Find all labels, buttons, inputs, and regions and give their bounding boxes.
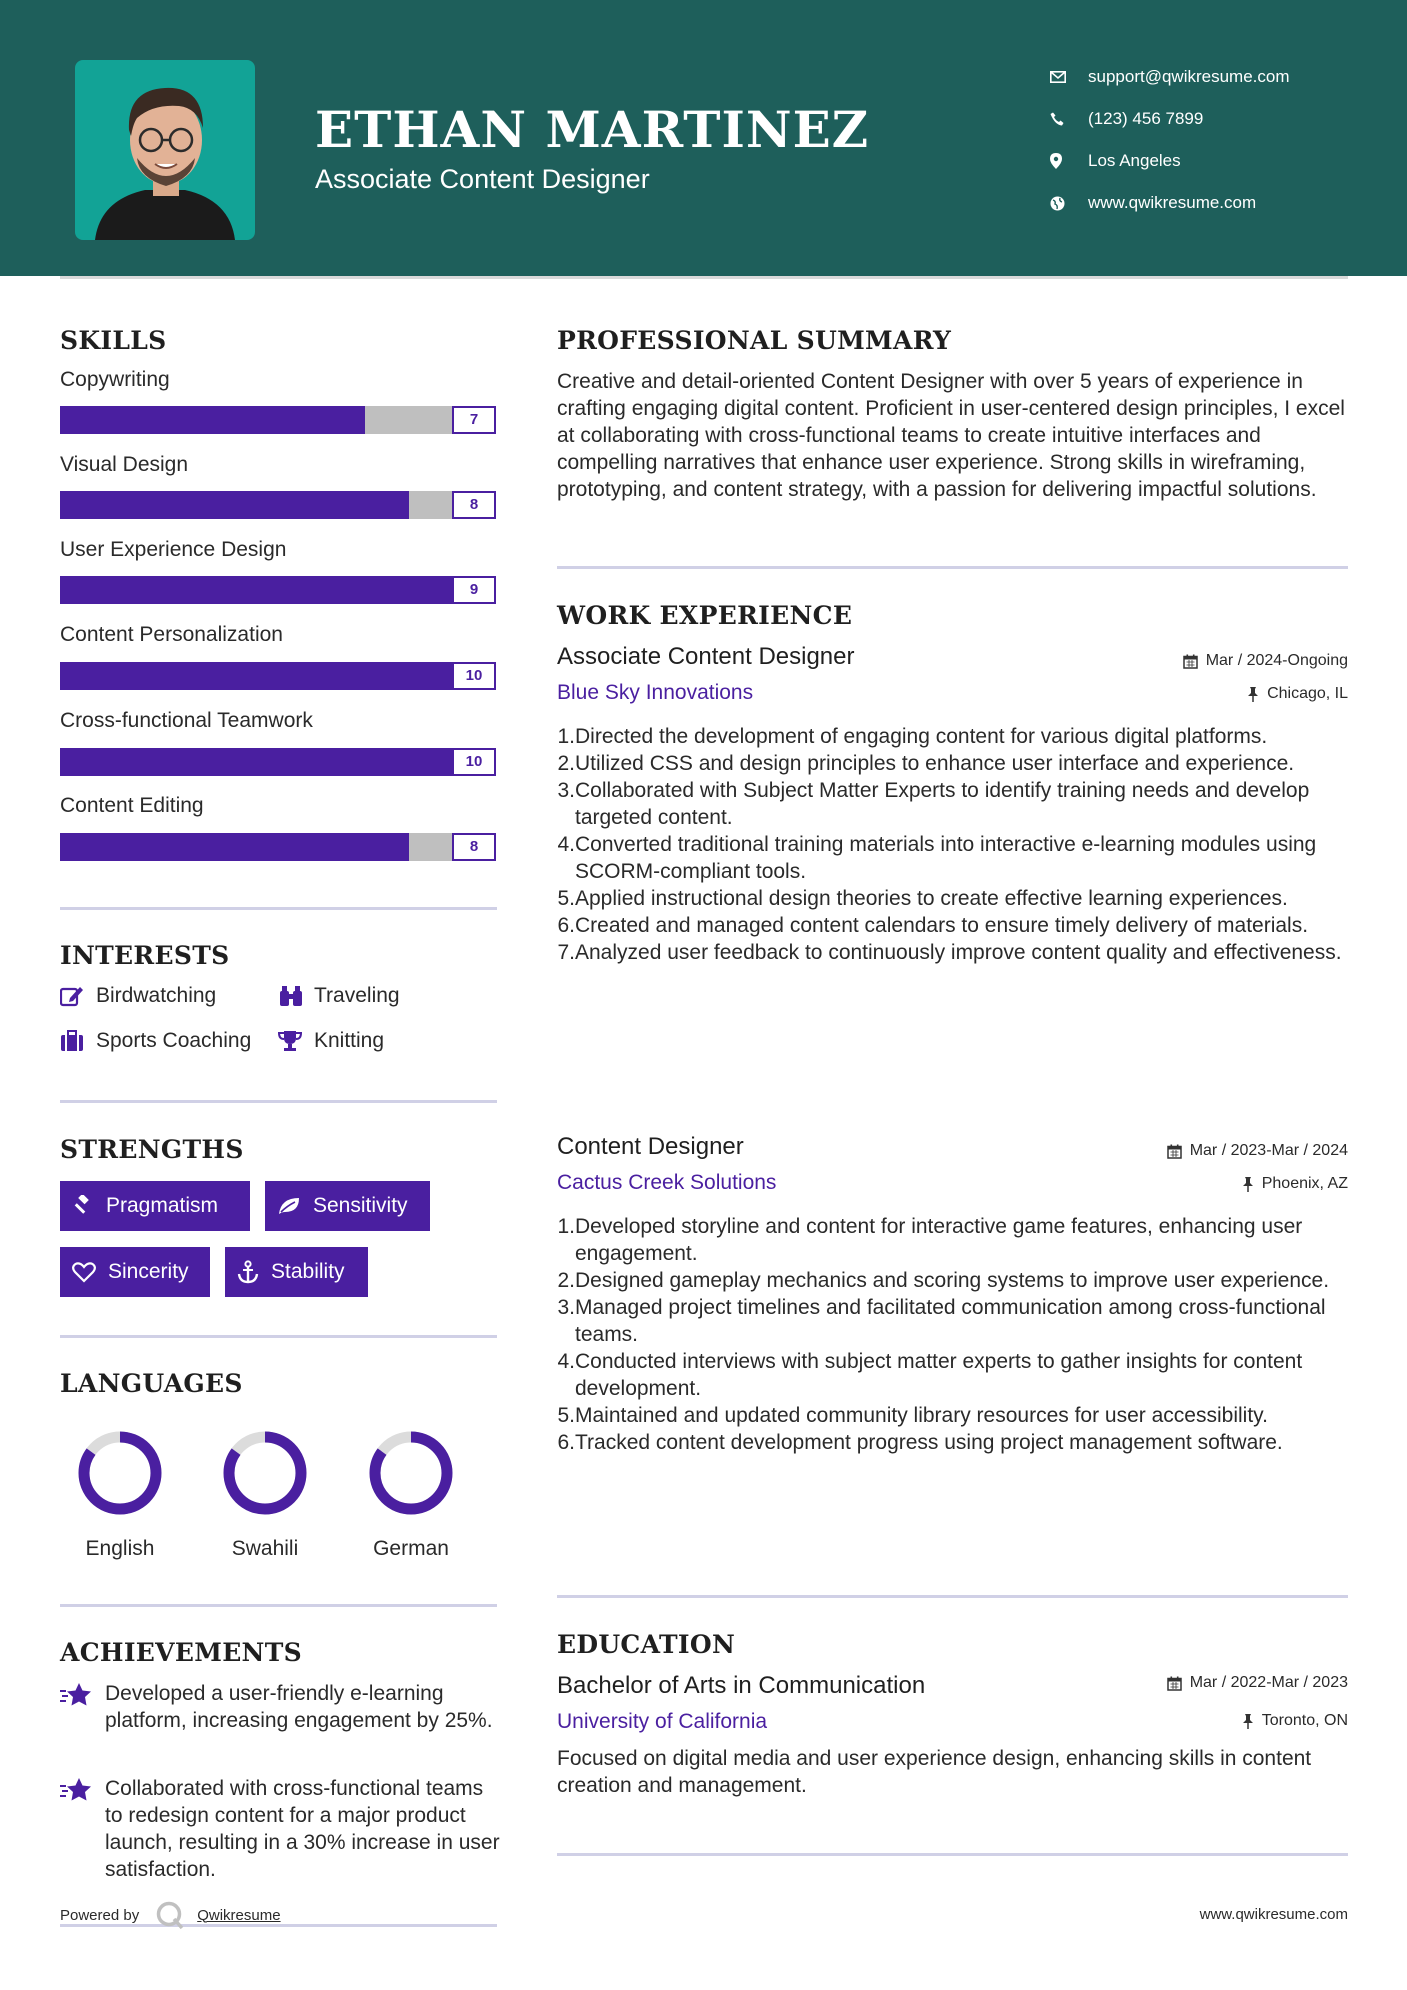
skill-label: Content Personalization (60, 623, 283, 646)
pushpin-icon (1242, 1714, 1254, 1729)
list-item: 6. Tracked content development progress using project management software. (557, 1431, 1283, 1454)
language-donut (75, 1428, 165, 1518)
strength-label: Sincerity (108, 1260, 189, 1283)
skill-label: Content Editing (60, 794, 204, 817)
skill-bar-fill (60, 662, 496, 690)
qwikresume-link[interactable]: Qwikresume (197, 1906, 281, 1924)
pushpin-icon (1247, 687, 1259, 702)
school-name: University of California (557, 1710, 768, 1733)
contact-website-text: www.qwikresume.com (1088, 193, 1257, 212)
list-item: 3. Managed project timelines and facilitated communication among cross-functional teams. (557, 1296, 1326, 1346)
interest-label: Traveling (314, 984, 400, 1007)
footer-website[interactable]: www.qwikresume.com (1199, 1906, 1348, 1923)
strength-label: Sensitivity (313, 1194, 408, 1217)
leaf-icon (277, 1196, 301, 1216)
interest-label: Sports Coaching (96, 1029, 252, 1052)
skill-bar-fill (60, 833, 409, 861)
skill-bar-fill (60, 406, 365, 434)
binoculars-icon (278, 985, 314, 1007)
skill-score: 8 (452, 491, 496, 519)
company-name: Cactus Creek Solutions (557, 1171, 777, 1194)
job-location-text: Chicago, IL (1267, 685, 1348, 702)
phone-icon (1050, 112, 1088, 126)
list-item: 1. Developed storyline and content for interactive game features, enhancing user engagement. (557, 1215, 1303, 1265)
location-pin-icon (1050, 153, 1088, 169)
pushpin-icon (1242, 1177, 1254, 1192)
calendar-icon (1167, 1676, 1182, 1691)
profile-photo (75, 60, 255, 240)
contact-email[interactable] (1050, 56, 1290, 98)
star-icon (60, 1775, 105, 1883)
summary-heading: PROFESSIONAL SUMMARY (557, 326, 952, 355)
achievement-item (60, 1775, 500, 1883)
candidate-name: ETHAN MARTINEZ (315, 100, 870, 159)
heart-icon (72, 1262, 96, 1283)
calendar-icon (1167, 1144, 1182, 1159)
list-item: 7. Analyzed user feedback to continuously improve content quality and effectiveness. (557, 941, 1342, 964)
achievement-item (60, 1680, 500, 1734)
interests-heading: INTERESTS (60, 941, 230, 970)
skill-score: 9 (452, 576, 496, 604)
strength-tag (60, 1181, 250, 1231)
candidate-role: Associate Content Designer (315, 164, 650, 194)
trophy-icon (278, 1030, 314, 1052)
language-donut (220, 1428, 310, 1518)
contact-list (1050, 56, 1290, 224)
skill-score: 8 (452, 833, 496, 861)
language-donut (366, 1428, 456, 1518)
interest-item (60, 984, 216, 1008)
contact-phone[interactable] (1050, 98, 1290, 140)
edit-icon (60, 985, 96, 1007)
skill-bar (60, 662, 496, 690)
skill-bar-fill (60, 748, 496, 776)
section-divider (60, 907, 497, 910)
education-heading: EDUCATION (557, 1630, 736, 1659)
job-dates-text: Mar / 2023-Mar / 2024 (1189, 1142, 1348, 1159)
degree-title: Bachelor of Arts in Communication (557, 1672, 926, 1699)
list-item: 4. Conducted interviews with subject matter experts to gather insights for content development. (557, 1350, 1303, 1400)
job-location (1242, 1175, 1348, 1193)
job-bullets (557, 1213, 1347, 1456)
skill-bar (60, 833, 496, 861)
skill-label: Visual Design (60, 453, 189, 476)
skills-heading: SKILLS (60, 326, 167, 355)
education-dates-text: Mar / 2022-Mar / 2023 (1189, 1674, 1348, 1691)
resume-header (0, 0, 1407, 276)
summary-text: Creative and detail-oriented Content Designer with over 5 years of experience in crafting engaging digital content. Proficient in user-centered design principles, I excel at collaborating with cross-functional teams to create intuitive interfaces and compelling narratives that enhance user experience. Strong skills in wireframing, prototyping, and content strategy, with a passion for delivering impactful solutions. (557, 370, 1345, 501)
section-divider (557, 566, 1348, 569)
envelope-icon (1050, 71, 1088, 83)
achievements-heading: ACHIEVEMENTS (60, 1638, 302, 1667)
list-item: 1. Directed the development of engaging content for various digital platforms. (557, 725, 1268, 748)
list-item: 2. Designed gameplay mechanics and scoring systems to improve user experience. (557, 1269, 1330, 1292)
education-dates (1167, 1674, 1348, 1692)
section-divider (60, 1100, 497, 1103)
interest-label: Birdwatching (96, 984, 217, 1007)
strength-label: Pragmatism (106, 1194, 219, 1217)
job-dates-text: Mar / 2024-Ongoing (1205, 652, 1348, 669)
job-location (1247, 685, 1348, 703)
contact-phone-text: (123) 456 7899 (1088, 109, 1204, 128)
company-name: Blue Sky Innovations (557, 681, 754, 704)
language-item (60, 1428, 180, 1561)
calendar-icon (1183, 654, 1198, 669)
job-title: Content Designer (557, 1133, 744, 1160)
list-item: 6. Created and managed content calendars to ensure timely delivery of materials. (557, 914, 1309, 937)
header-divider (60, 276, 1348, 279)
list-item: 5. Applied instructional design theories to create effective learning experiences. (557, 887, 1288, 910)
interest-item (278, 984, 400, 1008)
strength-tag (265, 1181, 430, 1231)
powered-by-label: Powered by (60, 1906, 140, 1924)
job-location-text: Phoenix, AZ (1261, 1175, 1348, 1192)
language-label: German (373, 1537, 449, 1560)
languages-heading: LANGUAGES (60, 1369, 243, 1398)
interest-item (60, 1029, 251, 1053)
globe-icon (1050, 196, 1088, 211)
suitcase-icon (60, 1030, 96, 1052)
skill-bar (60, 576, 496, 604)
skill-score: 10 (452, 748, 496, 776)
skill-label: Cross-functional Teamwork (60, 709, 313, 732)
job-title: Associate Content Designer (557, 643, 855, 670)
strength-tag (60, 1247, 210, 1297)
language-item (351, 1428, 471, 1561)
qwikresume-logo-icon (155, 1900, 185, 1930)
job-dates (1167, 1142, 1348, 1160)
interest-item (278, 1029, 384, 1053)
language-label: Swahili (231, 1537, 299, 1560)
education-text: Focused on digital media and user experience design, enhancing skills in content creation and management. (557, 1747, 1312, 1797)
job-bullets (557, 723, 1347, 966)
skill-label: Copywriting (60, 368, 170, 391)
contact-website[interactable] (1050, 182, 1290, 224)
gavel-icon (72, 1195, 94, 1217)
achievement-text: Collaborated with cross-functional teams to redesign content for a major product launch, resulting in a 30% increase in user satisfaction. (105, 1777, 500, 1881)
section-divider (557, 1853, 1348, 1856)
skill-label: User Experience Design (60, 538, 287, 561)
language-label: English (85, 1537, 155, 1560)
contact-location (1050, 140, 1290, 182)
list-item: 3. Collaborated with Subject Matter Experts to identify training needs and develop targeted content. (557, 779, 1310, 829)
list-item: 2. Utilized CSS and design principles to enhance user interface and experience. (557, 752, 1295, 775)
experience-heading: WORK EXPERIENCE (557, 601, 853, 630)
skill-bar-fill (60, 491, 409, 519)
powered-by (60, 1900, 281, 1930)
star-icon (60, 1680, 105, 1734)
strength-label: Stability (271, 1260, 345, 1283)
language-item (205, 1428, 325, 1561)
strengths-heading: STRENGTHS (60, 1135, 244, 1164)
skill-score: 7 (452, 406, 496, 434)
contact-email-text: support@qwikresume.com (1088, 67, 1290, 86)
anchor-icon (237, 1260, 259, 1284)
strength-tag (225, 1247, 368, 1297)
skill-bar (60, 491, 496, 519)
contact-location-text: Los Angeles (1088, 151, 1181, 170)
section-divider (557, 1595, 1348, 1598)
list-item: 5. Maintained and updated community library resources for user accessibility. (557, 1404, 1268, 1427)
skill-bar (60, 748, 496, 776)
skill-score: 10 (452, 662, 496, 690)
skill-bar-fill (60, 576, 452, 604)
job-dates (1183, 652, 1348, 670)
section-divider (60, 1335, 497, 1338)
interest-label: Knitting (314, 1029, 385, 1052)
list-item: 4. Converted traditional training materials into interactive e-learning modules using SCORM-compliant tools. (557, 833, 1317, 883)
education-location (1242, 1712, 1348, 1730)
achievement-text: Developed a user-friendly e-learning platform, increasing engagement by 25%. (105, 1682, 493, 1732)
education-location-text: Toronto, ON (1261, 1712, 1348, 1729)
section-divider (60, 1604, 497, 1607)
skill-bar (60, 406, 496, 434)
